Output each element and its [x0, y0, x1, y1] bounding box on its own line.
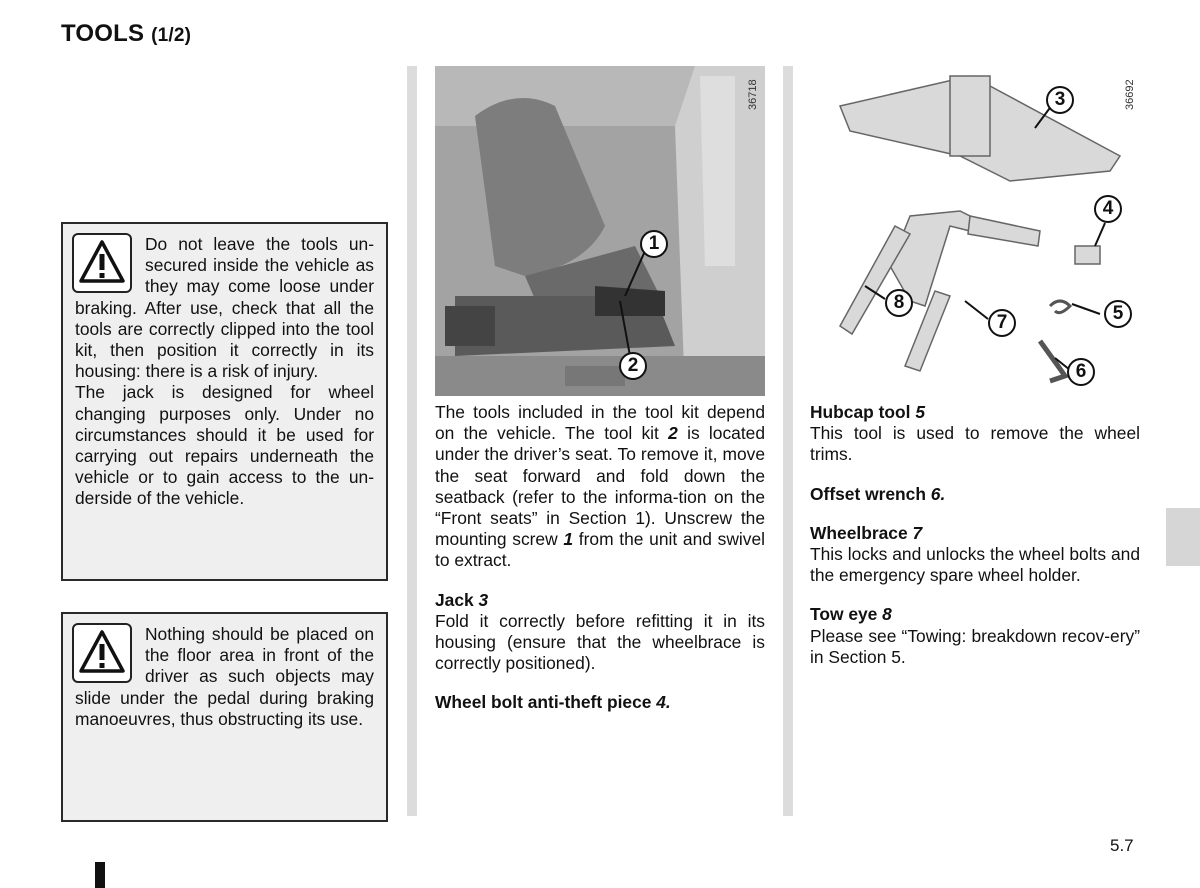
bolt-ref: 4.	[656, 692, 671, 713]
page-title-suffix: (1/2)	[151, 25, 192, 46]
figure-code: 36692	[1124, 79, 1136, 110]
wrench-paragraph	[810, 484, 1140, 505]
callout-1: 1	[640, 230, 668, 258]
callout-8: 8	[885, 289, 913, 317]
callout-3: 3	[1046, 86, 1074, 114]
column-divider-right	[783, 66, 793, 816]
towing-ref: 8	[882, 604, 892, 625]
wheelbrace-paragraph	[810, 523, 1140, 587]
intro-paragraph	[435, 402, 765, 572]
callout-4: 4	[1094, 195, 1122, 223]
section-thumb-tab	[1166, 508, 1200, 566]
wrench-heading: Offset wrench	[810, 483, 931, 504]
warning-paragraph-floor: Nothing should be placed on the floor area in front of the driver as such objects may slide under the pedal during braking manoeuvres, thus obstructing its use.	[75, 624, 374, 729]
hubcap-heading: Hubcap tool	[810, 402, 916, 422]
jack-heading: Jack	[435, 589, 479, 610]
wrench-ref: 6.	[930, 483, 946, 504]
page-title-text: TOOLS	[61, 20, 145, 47]
callout-7: 7	[988, 309, 1016, 337]
warning-box-floor	[61, 612, 388, 822]
column-divider-left	[407, 66, 417, 816]
warning-paragraph-2: The jack is designed for wheel changing purposes only. Under no circumstances should it be used for carrying out repairs underneath the vehicle or to gain access to the un-derside of the vehicle.	[75, 382, 374, 509]
towing-heading: Tow eye	[810, 604, 883, 625]
warning-paragraph-1: Do not leave the tools un-secured inside the vehicle as they may come loose under braking. After use, check that all the tools are correctly clipped into the tool kit, then position it correctly in its housing: there is a risk of injury.	[75, 234, 374, 382]
intro-text-2: is located under the driver’s seat. To remove it, move the seat forward and fold down the seatback (refer to the informa-tion on the “Front seats” in Section 1). Unscrew the mounting screw	[435, 423, 765, 550]
callout-5: 5	[1104, 300, 1132, 328]
wheelbrace-text: This locks and unlocks the wheel bolts and the emergency spare wheel holder.	[810, 544, 1140, 586]
jack-paragraph	[435, 590, 765, 675]
intro-ref-2: 2	[668, 423, 678, 444]
figure-code: 36718	[747, 79, 759, 110]
hubcap-paragraph	[810, 402, 1140, 466]
wheelbrace-heading: Wheelbrace	[810, 522, 913, 543]
page-title	[61, 20, 191, 48]
right-column-text	[810, 402, 1140, 686]
callout-2: 2	[619, 352, 647, 380]
warning-text-floor	[75, 624, 374, 730]
seat-illustration	[435, 66, 765, 396]
towing-paragraph	[810, 604, 1140, 668]
warning-box-tools	[61, 222, 388, 581]
bolt-heading: Wheel bolt anti-theft piece	[435, 692, 657, 713]
intro-ref-1: 1	[563, 529, 574, 550]
intro-text-3: from the unit and swivel to extract.	[435, 529, 765, 571]
tools-illustration	[810, 66, 1140, 396]
hubcap-text: This tool is used to remove the wheel trims.	[810, 423, 1140, 465]
hubcap-ref: 5	[915, 402, 925, 422]
corner-mark	[95, 862, 105, 888]
wheelbrace-ref: 7	[912, 522, 923, 543]
middle-column-text	[435, 402, 765, 732]
towing-text: Please see “Towing: breakdown recov-ery” in Section 5.	[810, 625, 1140, 667]
page-number: 5.7	[1110, 836, 1134, 855]
jack-ref: 3	[478, 589, 489, 610]
warning-text-tools	[75, 234, 374, 510]
bolt-paragraph	[435, 692, 765, 713]
jack-text: Fold it correctly before refitting it in its housing (ensure that the wheelbrace is correctly positioned).	[435, 610, 765, 674]
intro-text-1: The tools included in the tool kit depend on the vehicle. The tool kit	[435, 402, 765, 444]
callout-6: 6	[1067, 358, 1095, 386]
